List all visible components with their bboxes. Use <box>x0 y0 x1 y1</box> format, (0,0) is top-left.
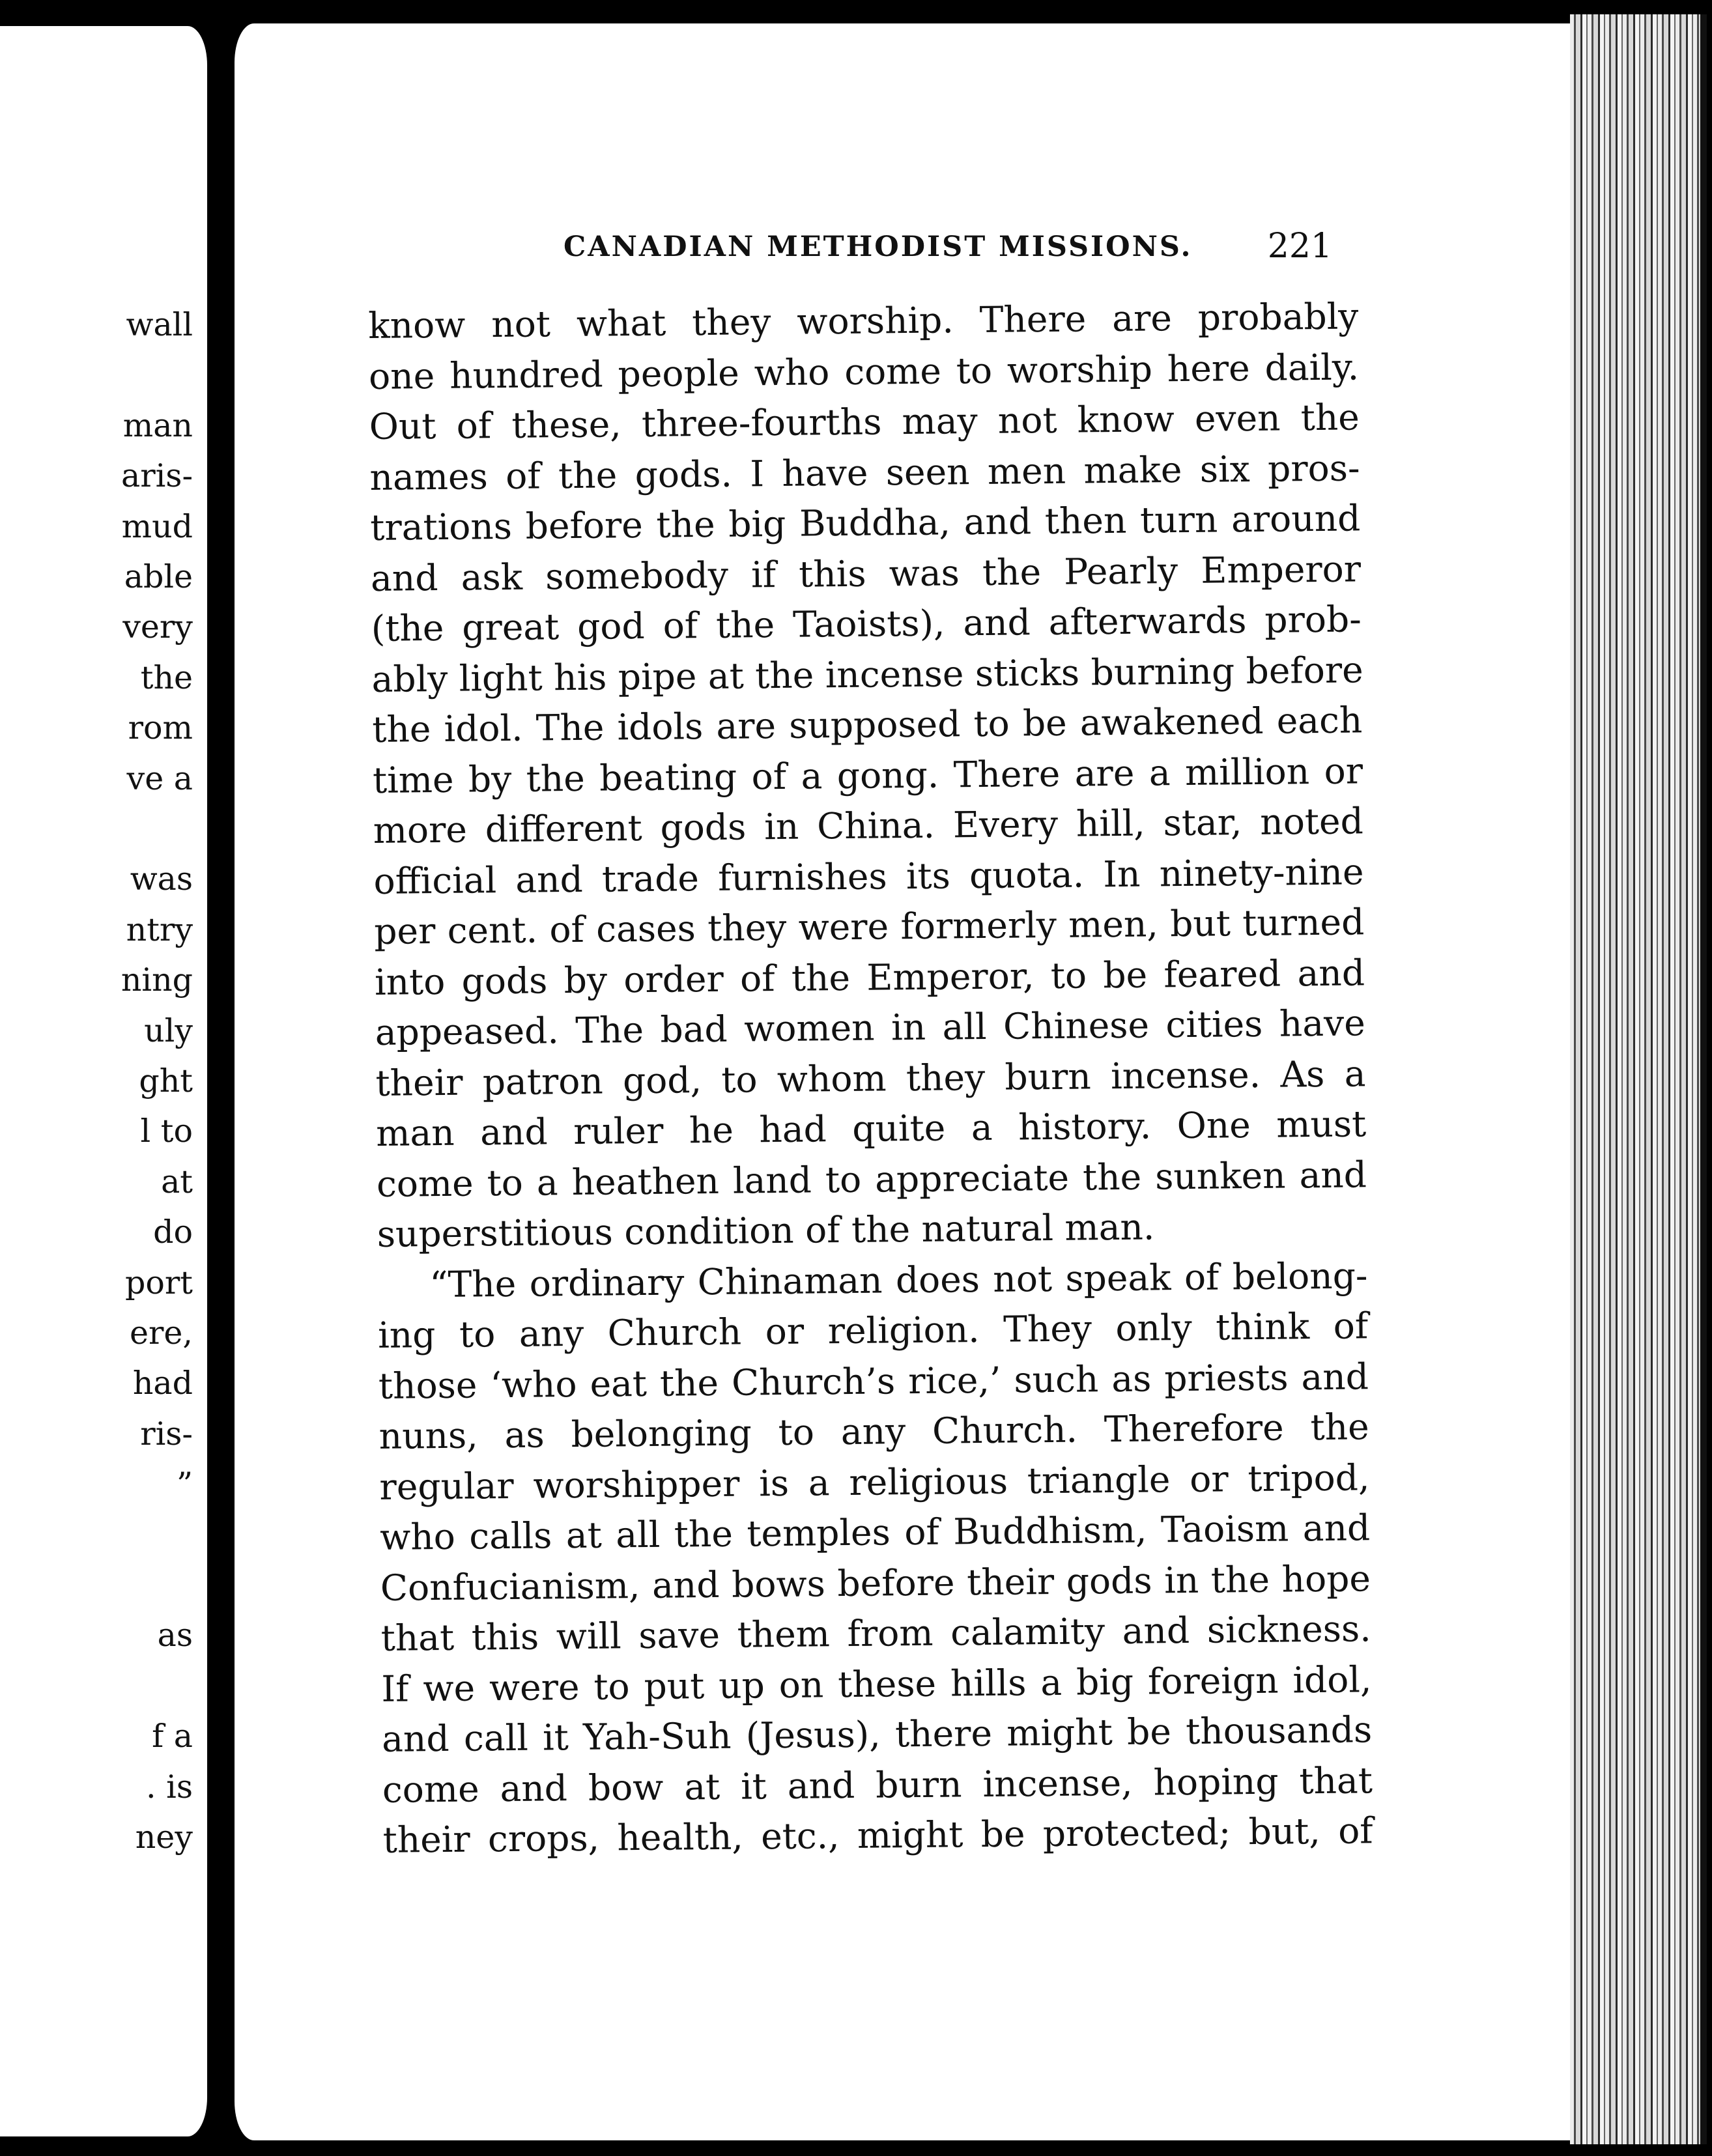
text-line: and call it Yah-Suh (Jesus), there might be thousands <box>381 1709 1373 1760</box>
text-line: the idol. The idols are supposed to be awakened each <box>372 699 1363 750</box>
text-line: appeased. The bad women in all Chinese cities have <box>375 1002 1366 1053</box>
text-line: (the great god of the Taoists), and afterwards prob- <box>371 598 1362 649</box>
text-line: If we were to put up on these hills a big foreign idol, <box>381 1658 1372 1710</box>
text-line: one hundred people who come to worship here daily. <box>368 345 1360 397</box>
text-line: come to a heathen land to appreciate the sunken and <box>376 1153 1367 1205</box>
text-line: ably light his pipe at the incense sticks burning before <box>371 648 1363 700</box>
text-line: ing to any Church or religion. They only think of <box>377 1305 1369 1356</box>
left-page-fragment: ve a <box>126 759 193 797</box>
text-line: Confucianism, and bows before their gods in the hope <box>380 1557 1371 1609</box>
text-line: names of the gods. I have seen men make six pros- <box>369 446 1360 498</box>
text-line: into gods by order of the Emperor, to be feared and <box>374 951 1365 1003</box>
text-line: and ask somebody if this was the Pearly Emperor <box>370 547 1362 599</box>
left-page-fragment: . is <box>146 1768 193 1806</box>
text-line: man and ruler he had quite a history. One must <box>375 1103 1367 1154</box>
left-page-fragment: the <box>140 659 193 696</box>
left-page-fragment: had <box>132 1365 193 1402</box>
left-page-fragment: ney <box>135 1819 193 1856</box>
text-line: “The ordinary Chinaman does not speak of belong- <box>429 1254 1368 1305</box>
left-page-fragment: aris- <box>121 457 193 495</box>
text-line: Out of these, three-fourths may not know even the <box>369 396 1360 447</box>
text-line: official and trade furnishes its quota. In ninety-nine <box>373 850 1364 902</box>
left-page-fragment: man <box>122 406 193 444</box>
running-head <box>329 227 1332 272</box>
paragraph-2 <box>377 1251 1373 1866</box>
text-line: come and bow at it and burn incense, hoping that <box>382 1759 1373 1811</box>
text-line: time by the beating of a gong. There are a million or <box>372 749 1363 801</box>
text-line: superstitious condition of the natural man. <box>377 1206 1155 1255</box>
left-page-fragment: f a <box>152 1718 193 1755</box>
left-page-fragment: able <box>124 558 193 595</box>
left-page-fragment: mud <box>121 507 193 545</box>
text-line: more different gods in China. Every hill, star, noted <box>373 800 1364 851</box>
text-line: those ‘who eat the Church’s rice,’ such as priests and <box>378 1355 1369 1407</box>
left-page <box>0 26 207 2136</box>
left-page-fragment: ris- <box>140 1415 193 1453</box>
text-line: their crops, health, etc., might be protected; but, of <box>382 1809 1373 1861</box>
page-number: 221 <box>1267 227 1332 266</box>
text-line: who calls at all the temples of Buddhism, Taoism and <box>379 1507 1371 1558</box>
left-page-fragment: ntry <box>126 911 193 948</box>
text-line: per cent. of cases they were formerly men, but turned <box>373 901 1365 952</box>
text-line: regular worshipper is a religious triangle or tripod, <box>379 1456 1370 1508</box>
text-line: know not what they worship. There are probably <box>368 295 1359 347</box>
left-page-fragment: ning <box>121 961 193 999</box>
page-edges <box>1570 14 1707 2144</box>
text-line: that this will save them from calamity and sickness. <box>380 1608 1371 1659</box>
left-page-fragment: very <box>122 608 193 646</box>
left-page-fragment: do <box>153 1213 193 1251</box>
body-text <box>368 291 1373 1865</box>
left-page-fragment: rom <box>128 709 193 747</box>
left-page-fragment: ere, <box>130 1314 193 1352</box>
left-page-fragment: as <box>157 1617 193 1654</box>
left-page-fragment: was <box>130 860 193 898</box>
text-line: nuns, as belonging to any Church. Therefore the <box>378 1406 1369 1457</box>
running-title: CANADIAN METHODIST MISSIONS. <box>564 231 1193 263</box>
left-page-fragment: port <box>125 1264 193 1301</box>
left-page-fragment: at <box>161 1163 193 1200</box>
book-gutter <box>207 0 235 2156</box>
left-page-fragment: ” <box>176 1466 193 1503</box>
left-page-fragment: ght <box>139 1062 193 1099</box>
text-line: trations before the big Buddha, and then turn around <box>370 497 1361 548</box>
left-page-fragment: uly <box>144 1012 193 1049</box>
text-line: their patron god, to whom they burn incense. As a <box>375 1052 1366 1104</box>
paragraph-1 <box>368 291 1367 1260</box>
left-page-fragment: wall <box>126 306 193 343</box>
left-page-fragment: l to <box>140 1113 193 1150</box>
